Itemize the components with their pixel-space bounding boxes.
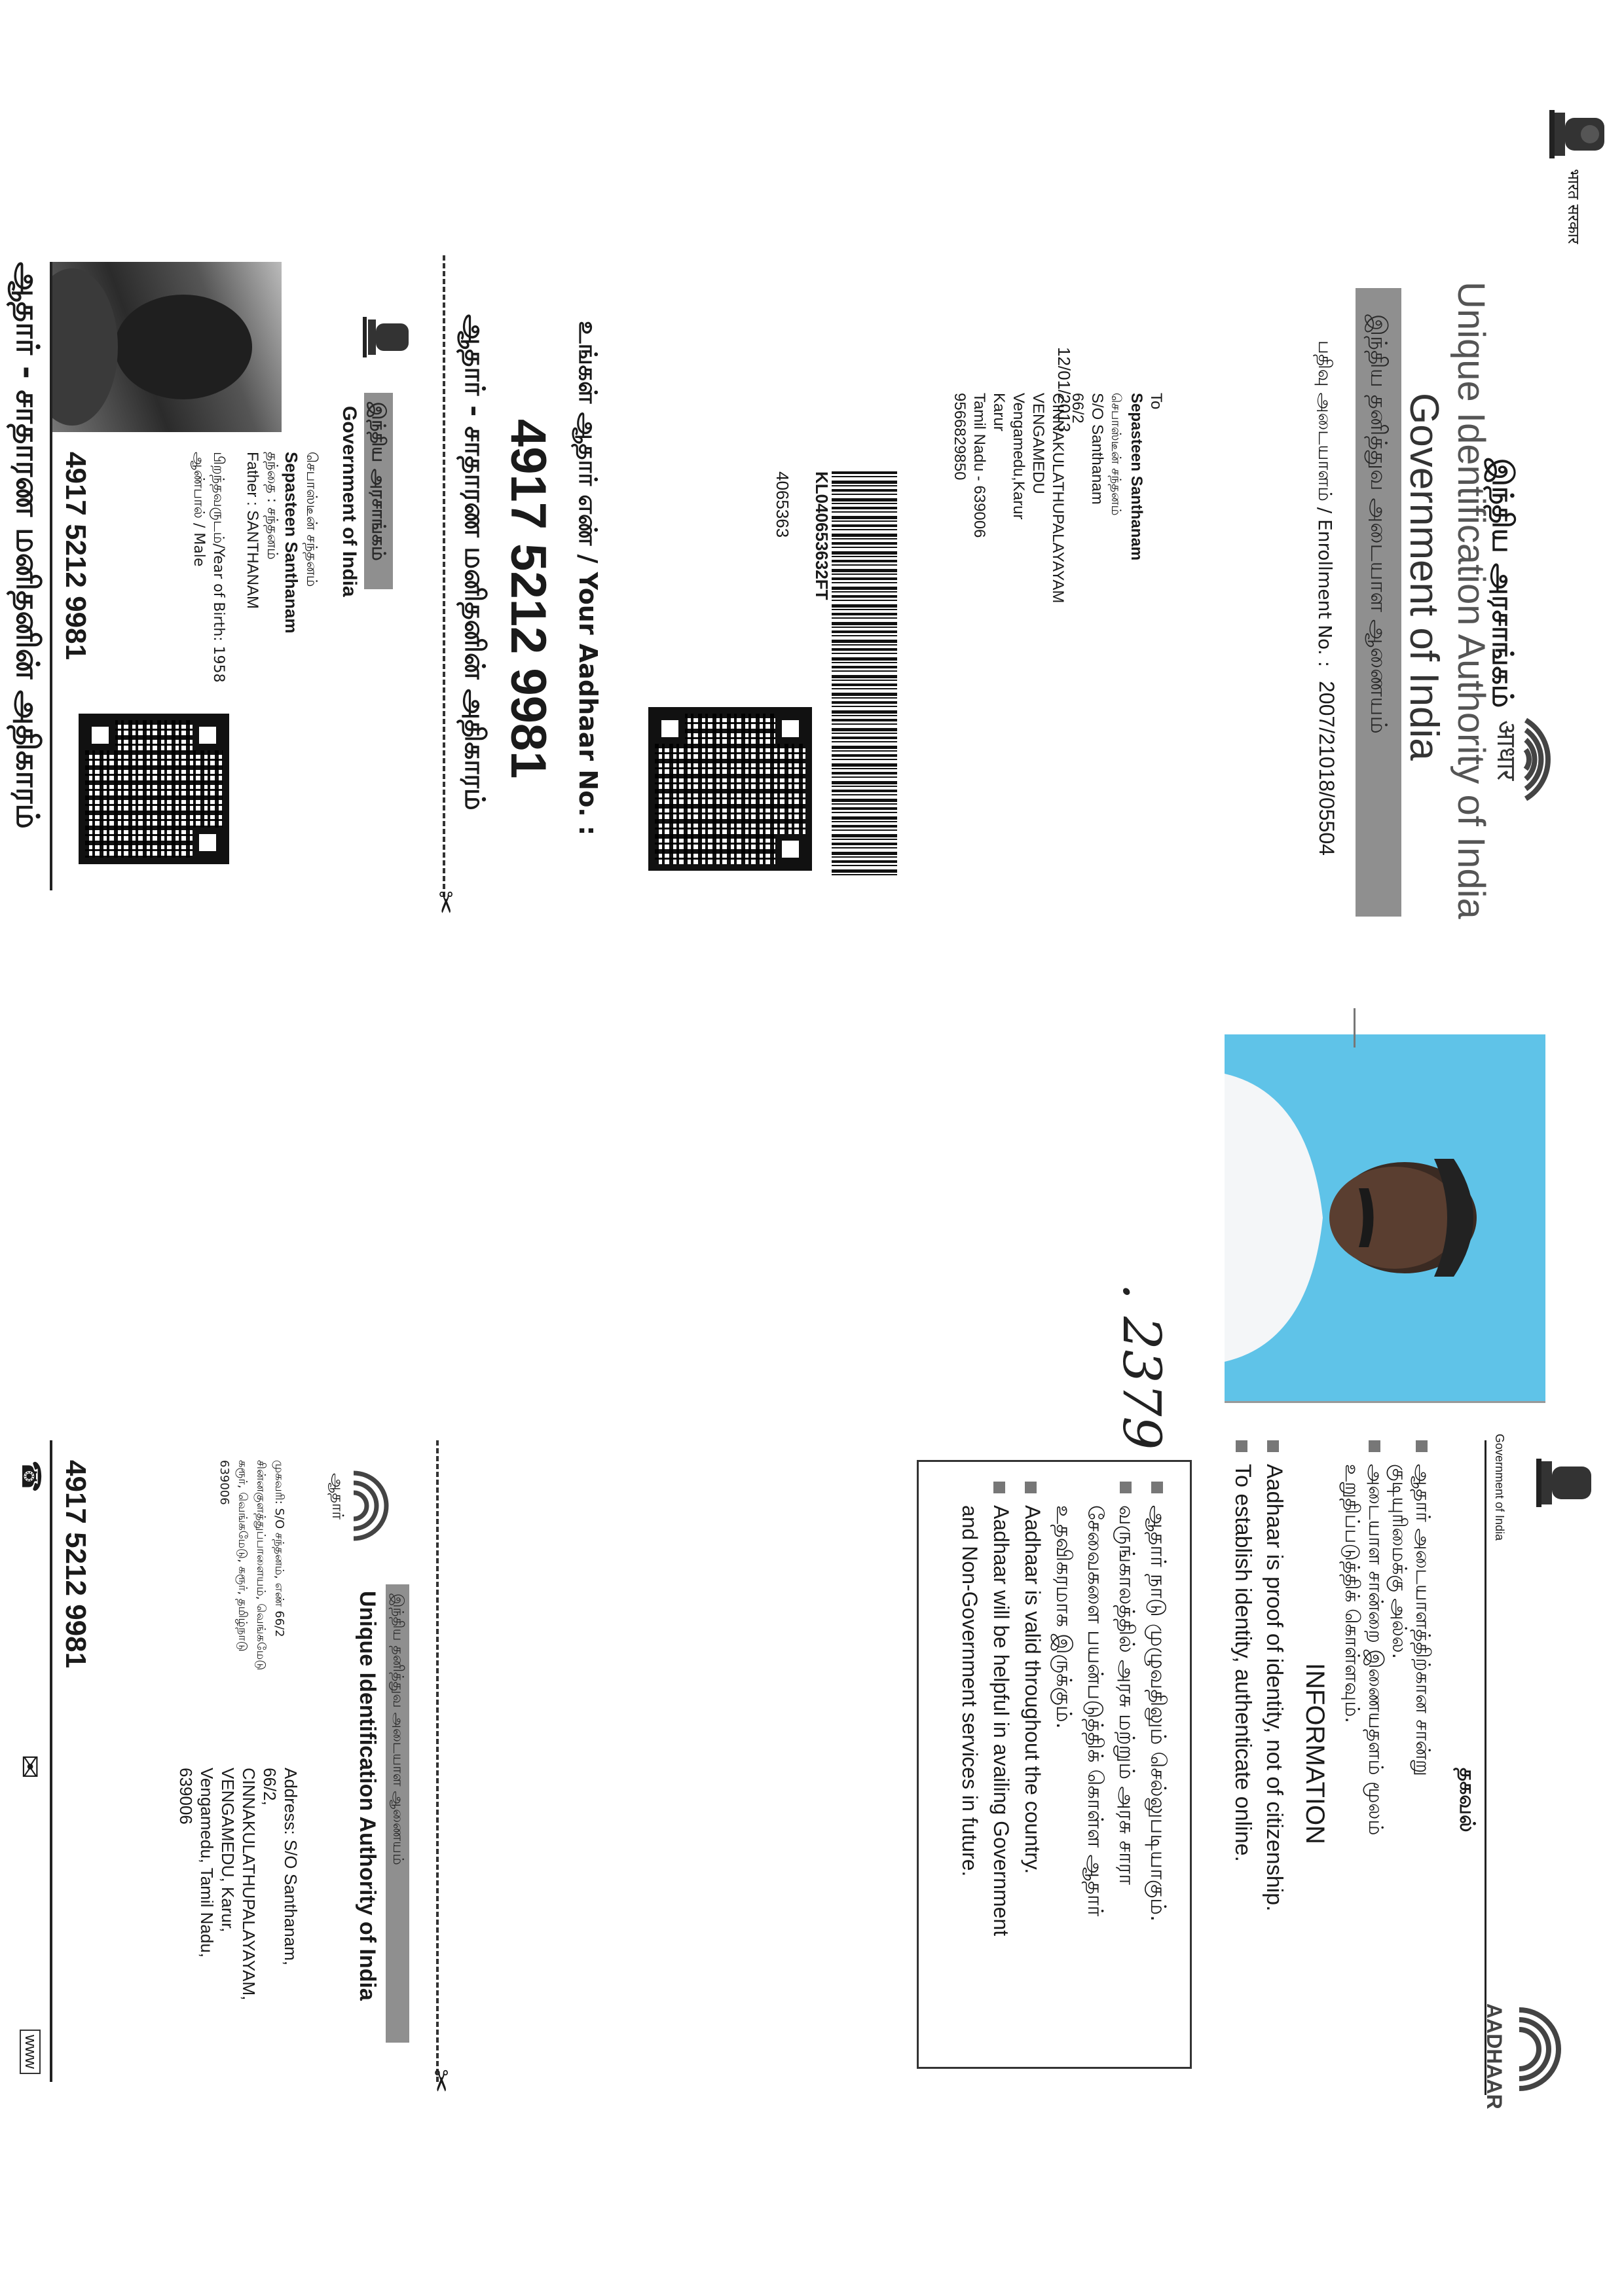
emblem-caption: भारत सरकार bbox=[1564, 169, 1583, 244]
info-gov-caption: Government of India bbox=[1493, 1434, 1506, 1541]
card-photo bbox=[52, 262, 282, 432]
card-gender: ஆண்பால் / Male bbox=[191, 452, 207, 567]
address-line: S/O Santhanam bbox=[1088, 393, 1106, 505]
card-yob: பிறந்தவருடம்/Year of Birth: 1958 bbox=[210, 452, 227, 683]
aadhaar-number: 4917 5212 9981 bbox=[500, 419, 556, 779]
info-en-items bbox=[1227, 1440, 1290, 1912]
card-gov-ta: இந்திய அரசாங்கம் bbox=[364, 393, 393, 589]
phone-icon: ☎ bbox=[16, 1460, 45, 1493]
address-line: 9566829850 bbox=[951, 393, 969, 481]
info-ta-line: அடையாள சான்றை இணையதளம் மூலம் bbox=[1364, 1464, 1387, 1836]
card-emblem-icon bbox=[347, 314, 413, 360]
card-father: Father : SANTHANAM bbox=[244, 452, 261, 610]
info-box-item: வருங்காலத்தில் அரசு மற்றும் அரசு சாரா bbox=[1115, 1505, 1139, 1886]
info-box-item: ஆதார் நாடு முழுவதிலும் செல்லுபடியாகும். bbox=[1146, 1505, 1171, 1922]
back-address-ta bbox=[215, 1460, 288, 1670]
card-aadhaar-number: 4917 5212 9981 bbox=[60, 452, 92, 661]
info-header-rule bbox=[1485, 1440, 1486, 2095]
info-box bbox=[917, 1460, 1192, 2069]
applicant-photo bbox=[1225, 1034, 1545, 1403]
back-address-ta-line: கரூர், வெங்கமேடு, கரூர், தமிழ்நாடு bbox=[236, 1460, 249, 1652]
aadhaar-tagline: ஆதார் - சாதாரண மனிதனின் அதிகாரம் bbox=[459, 314, 491, 811]
handwritten-number: . 2379 bbox=[1111, 1283, 1172, 1450]
info-box-item: Aadhaar is valid throughout the country. bbox=[1021, 1505, 1044, 1874]
info-ta-line: உறுதிப்படுத்திக் கொள்ளவும். bbox=[1340, 1464, 1363, 1723]
back-address-line: 66/2, bbox=[260, 1768, 280, 1806]
card-tagline: ஆதார் - சாதாரண மனிதனின் அதிகாரம் bbox=[9, 262, 46, 829]
back-address-en bbox=[175, 1768, 301, 2000]
back-aadhaar-number: 4917 5212 9981 bbox=[60, 1460, 92, 1669]
address-line: Tamil Nadu - 639006 bbox=[970, 393, 988, 538]
info-ta-line: குடியுரிமைக்கு அல்ல. bbox=[1388, 1464, 1411, 1660]
mail-icon: ✉ bbox=[13, 1755, 45, 1779]
info-en-item: Aadhaar is proof of identity, not of citizenship. bbox=[1262, 1464, 1287, 1912]
info-box-item: உதவிகரமாக இருக்கும். bbox=[1052, 1505, 1077, 1729]
back-cut-line bbox=[436, 1440, 439, 2082]
cut-line bbox=[443, 255, 445, 897]
info-aadhaar-logo-icon bbox=[1500, 1990, 1611, 2108]
recipient-address-block bbox=[950, 393, 1166, 603]
back-divider bbox=[50, 1440, 52, 2082]
aadhaar-number-label: உங்கள் ஆதார் எண் / Your Aadhaar No. : bbox=[574, 321, 602, 836]
recipient-name: Sepasteen Santhanam bbox=[1128, 393, 1145, 561]
info-logo-text: AADHAAR bbox=[1483, 2003, 1506, 2109]
recipient-name-ta: செபாஸ்டீன் சந்தனம் bbox=[1109, 393, 1124, 516]
info-box-item: Aadhaar will be helpful in availing Government bbox=[989, 1505, 1013, 1937]
back-address-line: 639006 bbox=[176, 1768, 196, 1825]
card-father-ta: தந்தை : சந்தனம் bbox=[264, 452, 280, 560]
header-band: இந்திய தனித்துவ அடையாள ஆணையம் bbox=[1356, 288, 1401, 917]
back-address-ta-line: சின்னகுளத்துப்பாளையம், வெங்கமேடு bbox=[254, 1460, 268, 1671]
letter-qr-code bbox=[648, 707, 812, 871]
back-logo-ta: ஆதார் bbox=[329, 1473, 347, 1520]
info-en-item: To establish identity, authenticate online. bbox=[1230, 1464, 1255, 1862]
card-divider bbox=[50, 262, 52, 890]
header-ta: இந்திய அரசாங்கம் bbox=[1486, 458, 1519, 708]
back-address-line: Address: S/O Santhanam, bbox=[281, 1768, 301, 1966]
address-line: VENGAMEDU bbox=[1029, 393, 1047, 494]
back-band: இந்திய தனித்துவ அடையாள ஆணையம் bbox=[386, 1584, 409, 2043]
aadhaar-logo-text: आधार bbox=[1492, 720, 1521, 781]
address-line: Karur bbox=[990, 393, 1008, 431]
info-title-en: INFORMATION bbox=[1301, 1663, 1329, 1845]
info-ta-line: ஆதார் அடையாளத்திற்கான சான்று bbox=[1411, 1464, 1434, 1776]
card-qr-code bbox=[79, 714, 229, 864]
letter-date: 12/01/2013 bbox=[1054, 347, 1074, 433]
barcode bbox=[832, 471, 897, 877]
card-name: Sepasteen Santhanam bbox=[282, 452, 301, 634]
info-ta-lines bbox=[1340, 1440, 1434, 1835]
header-uidai: Unique Identification Authority of India bbox=[1450, 282, 1492, 919]
card-gov-en: Government of India bbox=[339, 406, 360, 597]
back-address-line: CINNAKULATHUPALAYAYAM, bbox=[239, 1768, 259, 2001]
scissors-icon: ✂ bbox=[429, 890, 461, 915]
back-address-ta-line: முகவரி: S/O சந்தனம், எண் 66/2 bbox=[272, 1460, 286, 1637]
info-title-ta: தகவல் bbox=[1455, 1768, 1480, 1832]
back-title: Unique Identification Authority of India bbox=[355, 1591, 380, 2001]
card-name-ta: செபாஸ்டீன் சந்தனம் bbox=[303, 452, 320, 587]
back-address-line: VENGAMEDU, Karur, bbox=[218, 1768, 238, 1933]
address-line: Vengamedu,Karur bbox=[1010, 393, 1027, 520]
barcode-code: KL040653632FT bbox=[812, 471, 832, 600]
card-details bbox=[189, 452, 321, 683]
back-address-line: Vengamedu, Tamil Nadu, bbox=[197, 1768, 217, 1958]
enrollment-label: பதிவு அடையாளம் / Enrollment No. : bbox=[1314, 340, 1336, 668]
address-line: 66/2 bbox=[1069, 393, 1086, 424]
address-line: CINNAKULATHUPALAYAYAM bbox=[1049, 393, 1067, 604]
enrollment-number: 2007/21018/05504 bbox=[1315, 681, 1338, 856]
national-emblem-icon bbox=[1526, 105, 1611, 164]
back-aadhaar-logo-icon bbox=[347, 1460, 419, 1552]
info-box-item: சேவைகளை பயன்படுத்திக் கொள்ள ஆதார் bbox=[1083, 1505, 1108, 1917]
person-portrait-icon bbox=[1225, 1034, 1545, 1401]
reference-number: 4065363 bbox=[773, 471, 792, 538]
back-scissors-icon: ✂ bbox=[424, 2069, 456, 2093]
back-address-ta-line: 639006 bbox=[217, 1460, 231, 1505]
staple-mark bbox=[1354, 1008, 1356, 1048]
info-emblem-icon bbox=[1513, 1453, 1598, 1512]
web-icon: www bbox=[20, 2030, 41, 2074]
header-government: Government of India bbox=[1401, 393, 1447, 761]
person-silhouette-icon bbox=[52, 262, 282, 432]
info-box-item: and Non-Government services in future. bbox=[958, 1505, 982, 1877]
to-label: To bbox=[1147, 393, 1165, 410]
